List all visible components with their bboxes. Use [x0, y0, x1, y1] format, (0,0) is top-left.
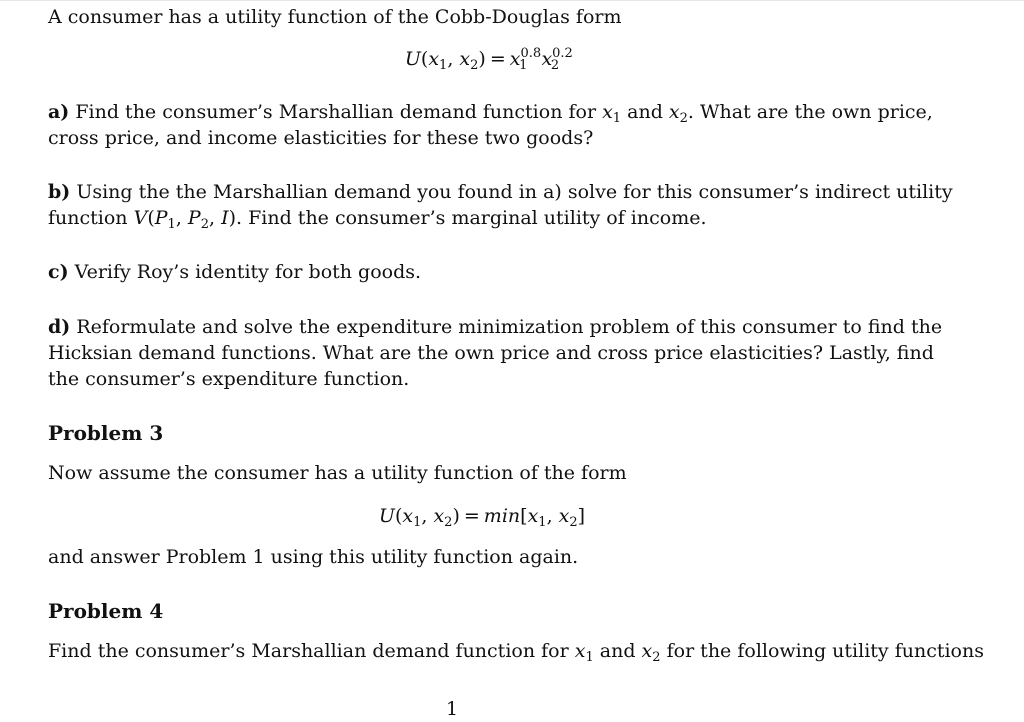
part-d-line-3: the consumer’s expenditure function. [48, 368, 410, 390]
problem-4-text: Find the consumer’s Marshallian demand function for $x_1$ and $x_2$ for the following utility functions [48, 640, 984, 665]
problem-3-intro: Now assume the consumer has a utility function of the form [48, 462, 627, 484]
problem-3-heading: Problem 3 [48, 421, 164, 445]
part-c-label: c) [48, 261, 69, 283]
part-b-label: b) [48, 181, 71, 203]
leontief-equation: $U(x_1$, $x_2) = \min[x_1$, $x_2$] [378, 505, 586, 530]
part-b-line-2: function $V(P_1$, $P_2$, I). Find the consumer’s marginal utility of income. [48, 207, 707, 232]
part-a-label: a) [48, 101, 70, 123]
part-d-line-2: Hicksian demand functions. What are the own price and cross price elasticities? Lastly, find [48, 342, 934, 364]
problem-4-heading: Problem 4 [48, 599, 164, 623]
part-a-line-2: cross price, and income elasticities for these two goods? [48, 127, 594, 149]
top-rule [0, 0, 1024, 1]
problem-3-after: and answer Problem 1 using this utility function again. [48, 546, 579, 568]
part-a-line-1: a) Find the consumer’s Marshallian demand function for $x_1$ and $x_2$. What are the own price, [48, 101, 933, 126]
intro-text: A consumer has a utility function of the Cobb-Douglas form [48, 6, 622, 28]
part-c-line: c) Verify Roy’s identity for both goods. [48, 261, 422, 283]
page-number: 1 [445, 698, 459, 720]
part-d-line-1: d) Reformulate and solve the expenditure minimization problem of this consumer to find the [48, 316, 943, 338]
part-d-label: d) [48, 316, 71, 338]
part-b-line-1: b) Using the the Marshallian demand you found in a) solve for this consumer’s indirect utility [48, 181, 953, 203]
cobb-douglas-equation: $U(x_1$, $x_2) = x^{0.8}_1$ $x^{0.2}_2$ [404, 46, 573, 73]
